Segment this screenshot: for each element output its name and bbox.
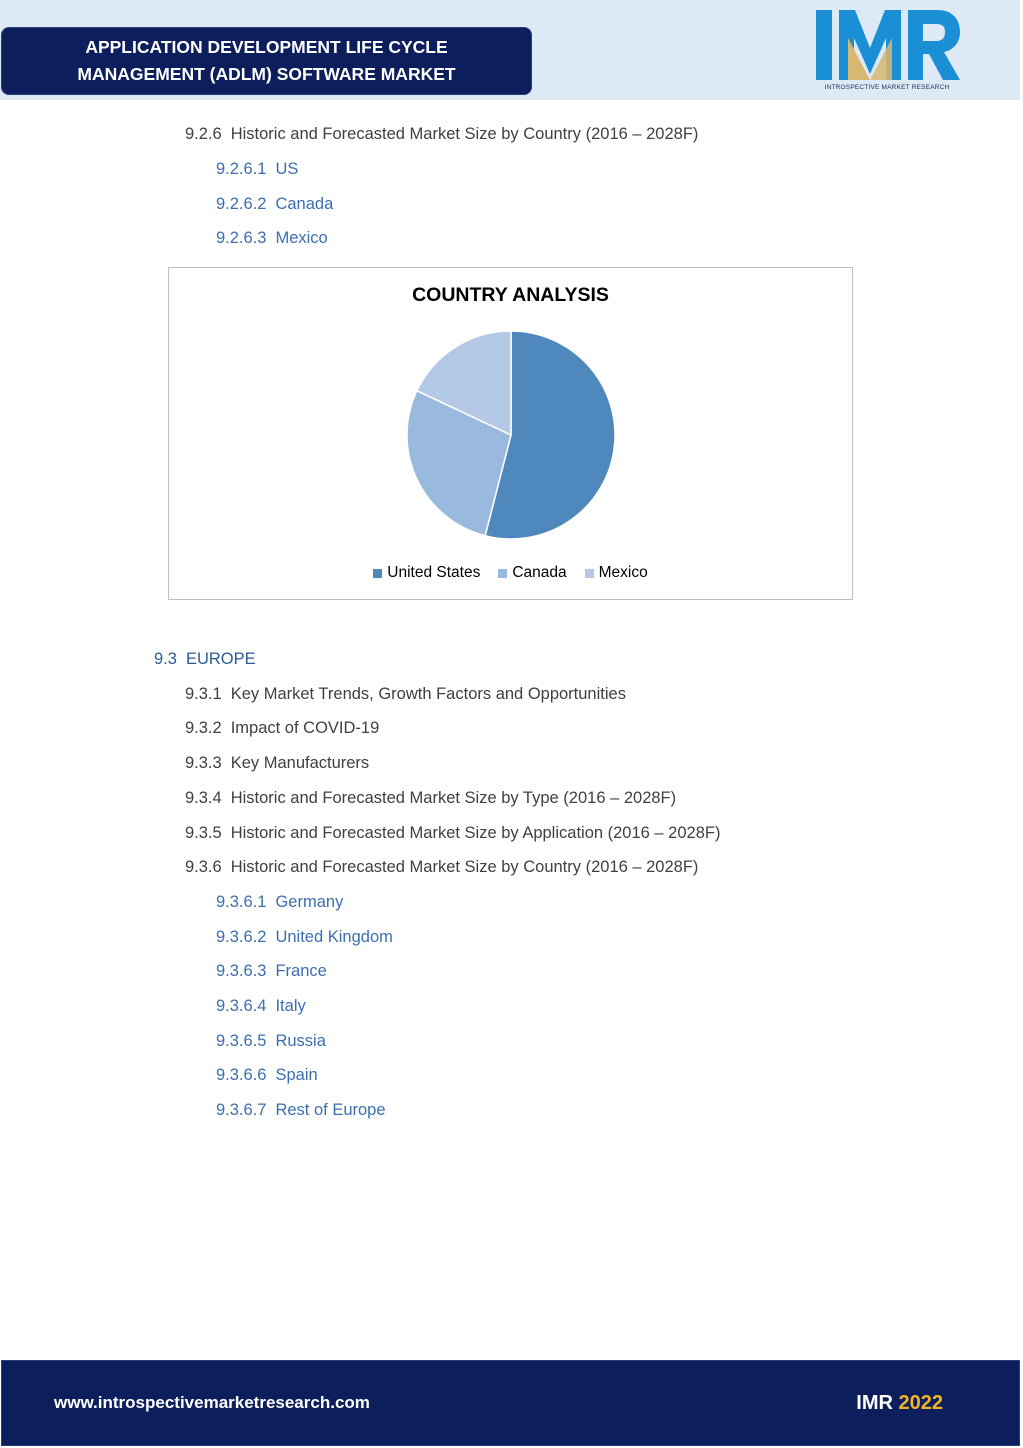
toc-entry[interactable] [216,997,306,1016]
toc-entry-label: Spain [275,1066,318,1085]
footer-band [1,1360,1020,1446]
toc-entry-label: US [275,159,299,178]
imr-logo [812,8,962,96]
toc-entry-label: Germany [275,892,344,911]
toc-entry-number: 9.3.5 [185,823,222,842]
toc-entry-label: Historic and Forecasted Market Size by Country (2016 – 2028F) [230,858,699,877]
report-title-line-2: MANAGEMENT (ADLM) SOFTWARE MARKET [77,64,456,84]
toc-entry-number: 9.3 [154,650,177,668]
toc-entry[interactable] [216,962,327,981]
chart-title: COUNTRY ANALYSIS [412,284,609,306]
toc-entry-number: 9.2.6 [185,125,222,143]
toc-entry[interactable] [185,824,720,843]
legend-label: United States [387,564,481,581]
toc-entry[interactable] [216,1066,318,1085]
toc-entry-number: 9.3.6.1 [216,892,267,911]
legend-label: Canada [512,564,567,581]
chart-legend [169,564,852,582]
footer-year: 2022 [898,1392,943,1414]
toc-entry-label: Mexico [275,229,328,248]
legend-item [373,564,480,582]
toc-entry-label: Key Manufacturers [230,754,370,773]
toc-entry[interactable] [216,928,393,947]
toc-entry-label: Rest of Europe [275,1101,386,1120]
toc-entry[interactable] [185,789,676,808]
toc-entry[interactable] [185,719,379,738]
toc-entry-label: Historic and Forecasted Market Size by Application (2016 – 2028F) [230,823,721,842]
toc-entry-number: 9.3.6.7 [216,1101,267,1120]
toc-entry[interactable] [216,229,328,248]
toc-entry-number: 9.3.1 [185,684,222,703]
toc-entry-number: 9.3.6.2 [216,927,267,946]
toc-entry-number: 9.3.6.5 [216,1031,267,1050]
toc-entry[interactable] [154,650,256,669]
legend-swatch [373,569,382,578]
toc-entry[interactable] [185,754,369,773]
toc-entry-number: 9.3.6 [185,858,222,877]
toc-entry-number: 9.3.3 [185,754,222,773]
toc-entry-label: EUROPE [185,650,256,668]
footer-brand [856,1392,943,1415]
footer-brand-name: IMR [856,1392,893,1414]
logo-tagline: INTROSPECTIVE MARKET RESEARCH [824,84,950,91]
legend-swatch [585,569,594,578]
toc-entry-label: United Kingdom [275,927,393,946]
report-title-box [1,27,532,95]
toc-entry-number: 9.3.6.3 [216,962,267,981]
toc-entry-label: Italy [275,997,306,1015]
toc-entry-number: 9.3.2 [185,719,222,738]
toc-entry-label: Russia [275,1031,326,1050]
legend-swatch [498,569,507,578]
toc-entry-label: Key Market Trends, Growth Factors and Opportunities [230,684,626,703]
toc-entry[interactable] [216,1101,386,1120]
toc-entry-number: 9.3.4 [185,788,222,807]
toc-entry-number: 9.2.6.1 [216,159,267,178]
toc-entry-number: 9.2.6.3 [216,229,267,248]
toc-entry[interactable] [216,893,343,912]
toc-entry[interactable] [216,160,298,179]
toc-entry-number: 9.3.6.6 [216,1066,267,1085]
toc-entry-label: Impact of COVID-19 [230,719,380,738]
toc-entry[interactable] [185,685,626,704]
report-title-line-1: APPLICATION DEVELOPMENT LIFE CYCLE [85,37,448,57]
toc-entry-label: Historic and Forecasted Market Size by Type (2016 – 2028F) [230,788,677,807]
country-analysis-chart [168,267,853,600]
toc-entry-label: Canada [275,194,334,213]
toc-entry-number: 9.3.6.4 [216,997,267,1015]
toc-entry-label: Historic and Forecasted Market Size by Country (2016 – 2028F) [230,125,699,143]
pie-chart [169,268,852,599]
footer-website-link[interactable]: www.introspectivemarketresearch.com [54,1393,370,1412]
legend-item [585,564,648,582]
toc-entry-label: France [275,962,327,981]
toc-entry[interactable] [216,1032,326,1051]
toc-entry[interactable] [216,195,333,214]
toc-entry[interactable] [185,858,698,877]
toc-entry[interactable] [185,125,698,144]
legend-item [498,564,566,582]
toc-entry-number: 9.2.6.2 [216,194,267,213]
legend-label: Mexico [598,564,648,581]
